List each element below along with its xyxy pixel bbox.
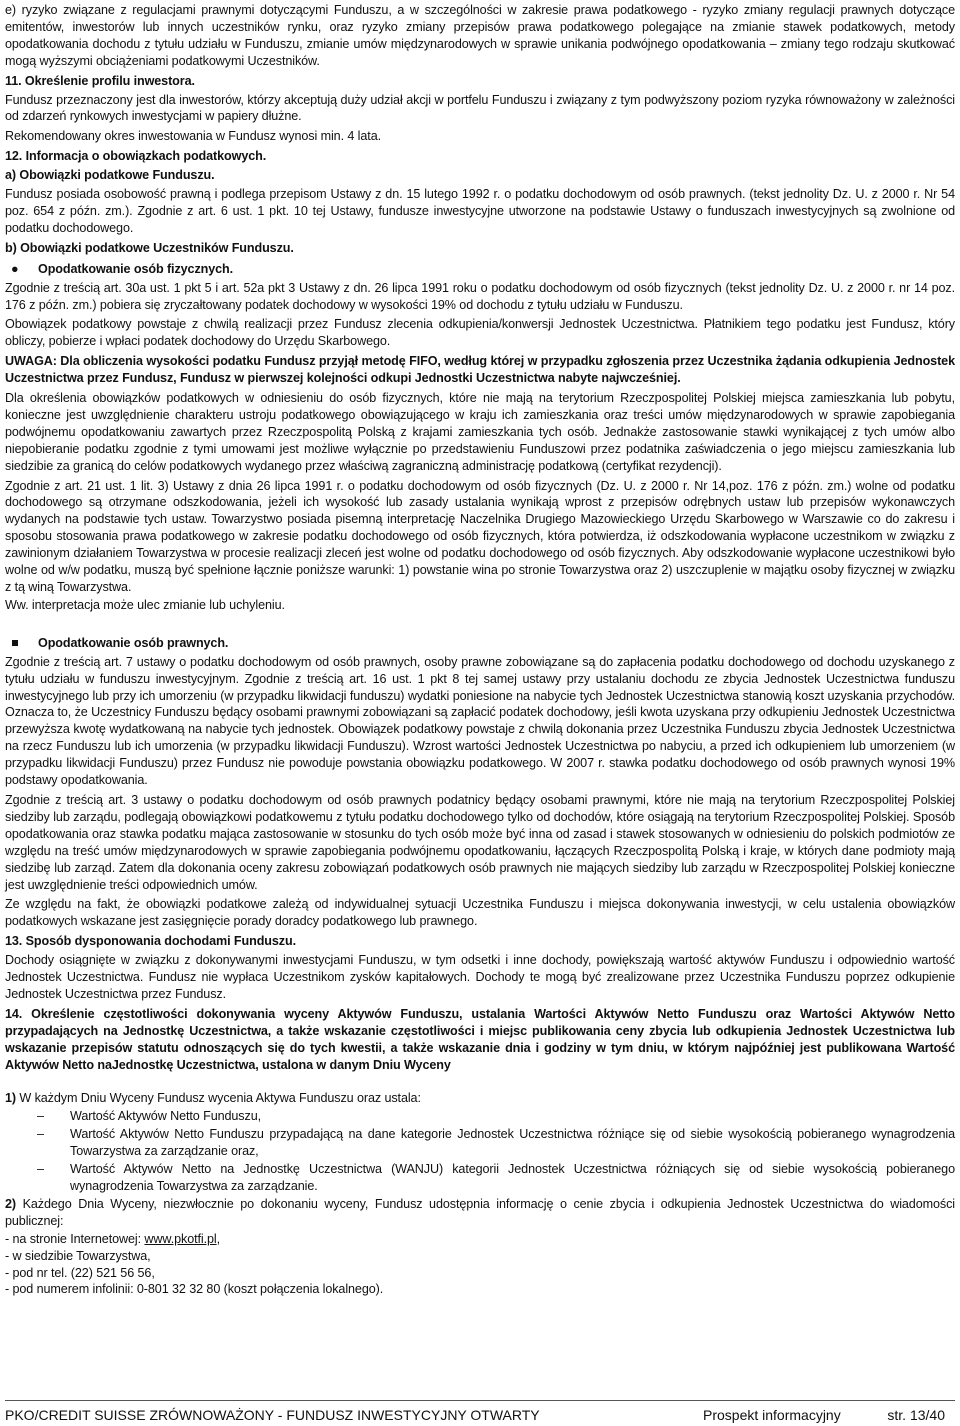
bullet-natural-persons	[5, 261, 955, 278]
spacer	[5, 1076, 955, 1090]
list-item-text: Wartość Aktywów Netto Funduszu,	[70, 1109, 262, 1124]
list-item-text: Wartość Aktywów Netto Funduszu przypadającą na dane kategorie Jednostek Uczestnictwa różniące się od siebie wysokością pobieranego wynagrodzenia Towarzystwa za zarządzanie oraz,	[70, 1127, 955, 1159]
income-disposal-paragraph: Dochody osiągnięte w związku z dokonywanymi inwestycjami Funduszu, w tym odsetki i inne dochody, powiększają wartość aktywów Funduszu i odpowiednio wartość Jednostek Uczestnictwa. Fundusz nie wypłaca Uczestnikom zysków kapitałowych. Dochody te mogą być zrealizowane przez Uczestnika Funduszu poprzez odkupienie Jednostek Uczestnictwa przez Fundusz.	[5, 953, 955, 1001]
publication-office: - w siedzibie Towarzystwa,	[5, 1248, 151, 1263]
point-2-text: Każdego Dnia Wyceny, niezwłocznie po dokonaniu wyceny, Fundusz udostępnia informację o cenie zbycia i odkupienia Jednostek Uczestnictwa do wiadomości publicznej:	[5, 1196, 955, 1228]
list-item	[5, 1161, 955, 1195]
bullet-legal-persons	[5, 635, 955, 652]
risk-paragraph-e: e) ryzyko związane z regulacjami prawnymi dotyczącymi Funduszu, a w szczególności w zakresie prawa podatkowego - ryzyko zmiany regulacji prawnych dotyczące emitentów, inwestorów lub innych uczestników rynku, oraz ryzyko zmiany przepisów prawa podatkowego polegające na zmianie stawek podatkowych, metody opodatkowania dochodu z tytułu udziału w Funduszu, zmianie umów międzynarodowych w sprawie unikania podwójnego opodatkowania – zmiany tego rodzaju skutkować mogą wyższymi obciążeniami podatkowymi Uczestników.	[5, 3, 955, 68]
interpretation-note: Ww. interpretacja może ulec zmianie lub uchyleniu.	[5, 597, 285, 612]
list-item-text: Wartość Aktywów Netto na Jednostkę Uczestnictwa (WANJU) kategorii Jednostek Uczestnictwa różniących się od siebie wysokością pobieranego wynagrodzenia Towarzystwa za zarządzanie.	[70, 1162, 955, 1193]
investment-period-paragraph: Rekomendowany okres inwestowania w Fundusz wynosi min. 4 lata.	[5, 129, 381, 144]
point-number: 2)	[5, 1196, 16, 1211]
natural-persons-paragraph-2: Obowiązek podatkowy powstaje z chwilą realizacji przez Fundusz zlecenia odkupienia/konwersji Jednostek Uczestnictwa. Płatnikiem tego podatku jest Fundusz, który obliczy, pobierze i wpłaci podatek dochodowy do Urzędu Skarbowego.	[5, 317, 955, 349]
bullet-natural-persons-label: Opodatkowanie osób fizycznych.	[38, 261, 234, 276]
spacer	[5, 617, 955, 631]
point-number: 1)	[5, 1091, 16, 1106]
list-item	[5, 1126, 955, 1160]
footer-fund-name: PKO/CREDIT SUISSE ZRÓWNOWAŻONY - FUNDUSZ INWESTYCYJNY OTWARTY	[5, 1407, 540, 1423]
section-12-heading: 12. Informacja o obowiązkach podatkowych.	[5, 149, 267, 164]
publication-hotline: - pod numerem infolinii: 0-801 32 32 80 (koszt połączenia lokalnego).	[5, 1282, 384, 1297]
publication-website-label: - na stronie Internetowej:	[5, 1231, 145, 1246]
valuation-point-1	[5, 1090, 955, 1107]
footer-document-type: Prospekt informacyjny	[703, 1407, 841, 1423]
publication-phone: - pod nr tel. (22) 521 56 56,	[5, 1265, 155, 1280]
dash-icon: –	[37, 1162, 44, 1177]
subsection-12a-heading: a) Obowiązki podatkowe Funduszu.	[5, 168, 215, 183]
investor-profile-paragraph: Fundusz przeznaczony jest dla inwestorów, którzy akceptują duży udział akcji w portfelu Funduszu i związany z tym podwyższony poziom ryzyka równoważony w zależności od zdarzeń rynkowych inwestycjami w papiery dłużne.	[5, 92, 955, 124]
publication-website	[5, 1231, 955, 1248]
legal-persons-paragraph-1: Zgodnie z treścią art. 7 ustawy o podatku dochodowym od osób prawnych, osoby prawne zobowiązane są do zapłacenia podatku dochodowego od dochodu uzyskanego z tytułu udziału w funduszu inwestycyjnym. Zgodnie z treścią art. 16 ust. 1 pkt 8 tej samej ustawy przy ustalaniu dochodu ze zbycia Jednostek Uczestnictwa funduszu inwestycyjnego lub przy ich umorzeniu (w przypadku likwidacji funduszu) wydatki poniesione na nabycie tych Jednostek Uczestnictwa stanowią koszt uzyskania przychodów. Oznacza to, że Uczestnicy Funduszu będący osobami prawnymi zobowiązani są zapłacić podatek dochodowy, jeśli kwota uzyskana przy odkupieniu Jednostek Uczestnictwa przewyższa kwotę wydatkowaną na nabycie tych jednostek. Obowiązek podatkowy powstaje z chwilą dokonania przez Uczestnika Funduszu zbycia Jednostek Uczestnictwa na rzecz Funduszu lub ich umorzenia (w przypadku likwidacji Funduszu). Wzrost wartości Jednostek Uczestnictwa po nabyciu, a przed ich odkupieniem lub umorzeniem (w przypadku likwidacji Funduszu) przez Fundusz nie powoduje powstania obowiązku podatkowego. W 2007 r. stawka podatku dochodowego od osób prawnych wynosi 19% podstawy opodatkowania.	[5, 654, 955, 788]
bullet-square-icon	[12, 640, 18, 646]
section-13-heading: 13. Sposób dysponowania dochodami Funduszu.	[5, 934, 296, 949]
natural-persons-paragraph-4: Dla określenia obowiązków podatkowych w odniesieniu do osób fizycznych, które nie mają na terytorium Rzeczpospolitej Polskiej miejsca zamieszkania lub pobytu, konieczne jest uwzględnienie charakteru ustroju podatkowego obowiązującego w kraju ich zamieszkania oraz treści umów międzynarodowych w sprawie zapobiegania podwójnemu opodatkowaniu zawartych przez Rzeczpospolitą Polską z krajami zamieszkania tych osób. Jednakże zastosowanie stawki wynikającej z tych umów albo niepobieranie podatku zgodnie z tymi umowami jest możliwe wyłącznie po przedstawieniu Funduszowi przez podatnika zaświadczenia o jego miejscu zamieszkania lub siedzibie za granicą do celów podatkowych wydanego przez właściwą zagraniczną administrację podatkową (certyfikat rezydencji).	[5, 391, 955, 473]
punctuation: ,	[216, 1231, 221, 1246]
footer-page-number: str. 13/40	[887, 1407, 945, 1423]
dash-icon: –	[37, 1109, 44, 1124]
legal-persons-paragraph-3: Ze względu na fakt, że obowiązki podatkowe zależą od indywidualnej sytuacji Uczestnika Funduszu i miejsca dokonywania inwestycji, w celu ustalenia obowiązków podatkowych wskazane jest zasięgnięcie porady doradcy podatkowego lub prawnego.	[5, 897, 955, 929]
dash-icon: –	[37, 1127, 44, 1142]
subsection-12b-heading: b) Obowiązki podatkowe Uczestników Funduszu.	[5, 240, 294, 255]
fifo-notice-paragraph: UWAGA: Dla obliczenia wysokości podatku Fundusz przyjął metodę FIFO, według której w przypadku zgłoszenia przez Uczestnika żądania odkupienia Jednostek Uczestnictwa przez Fundusz, Fundusz w pierwszej kolejności odkupi Jednostki Uczestnictwa nabyte najwcześniej.	[5, 354, 955, 386]
bullet-legal-persons-label: Opodatkowanie osób prawnych.	[38, 635, 229, 650]
section-14-heading: 14. Określenie częstotliwości dokonywania wyceny Aktywów Funduszu, ustalania Wartości Aktywów Netto Funduszu oraz Wartości Aktywów Netto przypadających na Jednostkę Uczestnictwa, a także wskazanie częstotliwości i miejsc publikowania ceny zbycia lub odkupienia Jednostek Uczestnictwa lub wskazanie przepisów statutu odnoszących się do tych kwestii, a także wskazanie dnia i godziny w tym dniu, w którym najpóźniej jest publikowana Wartość Aktywów Netto naJednostkę Uczestnictwa, ustalona w danym Dniu Wyceny	[5, 1006, 955, 1072]
list-item	[5, 1108, 955, 1125]
bullet-dot-icon: ●	[11, 261, 19, 276]
section-11-heading: 11. Określenie profilu inwestora.	[5, 73, 195, 88]
natural-persons-paragraph-1: Zgodnie z treścią art. 30a ust. 1 pkt 5 i art. 52a pkt 3 Ustawy z dn. 26 lipca 1991 roku o podatku dochodowym od osób fizycznych (tekst jednolity Dz. U. z 2000 r. nr 14 poz. 176 z późn. zm.) pobiera się zryczałtowany podatek dochodowy w wysokości 19% od dochodu z tytułu udziału w Funduszu.	[5, 280, 955, 312]
page-footer	[5, 1400, 955, 1425]
natural-persons-paragraph-5: Zgodnie z art. 21 ust. 1 lit. 3) Ustawy z dnia 26 lipca 1991 r. o podatku dochodowym od osób fizycznych (Dz. U. z 2000 r. Nr 14,poz. 176 z późn. zm.) wolne od podatku dochodowego są otrzymane odszkodowania, jeżeli ich wysokość lub zasady ustalania wynikają wprost z przepisów odrębnych ustaw lub przepisów wykonawczych wydanych na podstawie tych ustaw. Towarzystwo posiada pisemną interpretację Naczelnika Drugiego Mazowieckiego Urzędu Skarbowego w Warszawie co do zakresu i sposobu stosowania prawa podatkowego w zakresie podatku dochodowego od osób fizycznych, która potwierdza, iż odszkodowania wypłacone uczestnikom w związku z zawinionym działaniem Towarzystwa w procesie realizacji zleceń jest wolne od podatku dochodowego od osób fizycznych. Aby odszkodowanie wypłacone uczestnikowi było wolne od w/w podatku, muszą być spełnione łącznie poniższe warunki: 1) powstanie wina po stronie Towarzystwa oraz 2) uszczuplenie w majątku osoby fizycznej w związku z tą winą Towarzystwa.	[5, 478, 955, 594]
fund-tax-paragraph: Fundusz posiada osobowość prawną i podlega przepisom Ustawy z dn. 15 lutego 1992 r. o podatku dochodowym od osób prawnych. (tekst jednolity Dz. U. z 2000 r. Nr 54 poz. 654 z późn. zm.). Zgodnie z art. 6 ust. 1 pkt. 10 tej Ustawy, fundusze inwestycyjne utworzone na podstawie Ustawy o funduszach inwestycyjnych są zwolnione od podatku dochodowego.	[5, 187, 955, 235]
document-body	[5, 2, 955, 1298]
website-link[interactable]: www.pkotfi.pl	[144, 1231, 217, 1246]
valuation-point-2	[5, 1196, 955, 1230]
point-1-text: W każdym Dniu Wyceny Fundusz wycenia Aktywa Funduszu oraz ustala:	[16, 1091, 421, 1106]
legal-persons-paragraph-2: Zgodnie z treścią art. 3 ustawy o podatku dochodowym od osób prawnych podatnicy będący osobami prawnymi, które nie mają na terytorium Rzeczpospolitej Polskiej siedziby lub zarządu, podlegają obowiązkowi podatkowemu z tytułu podatku dochodowego tylko od dochodów, które osiągają na terytorium Rzeczpospolitej Polskiej. Sposób opodatkowania oraz stawka podatku mająca zastosowanie w stosunku do tych osób może być inna od zasad i stawek stosowanych w odniesieniu do polskich podmiotów ze względu na treść umów międzynarodowych w sprawie zapobiegania podwójnemu opodatkowaniu, łączących Rzeczpospolitą Polską i kraje, w których dane podmioty mają siedzibę lub zarząd. Zatem dla dokonania oceny zakresu zobowiązań podatkowych osób prawnych nie mających siedziby lub zarządu w Rzeczpospolitej Polskiej konieczne jest uwzględnienie treści odpowiednich umów.	[5, 792, 955, 892]
